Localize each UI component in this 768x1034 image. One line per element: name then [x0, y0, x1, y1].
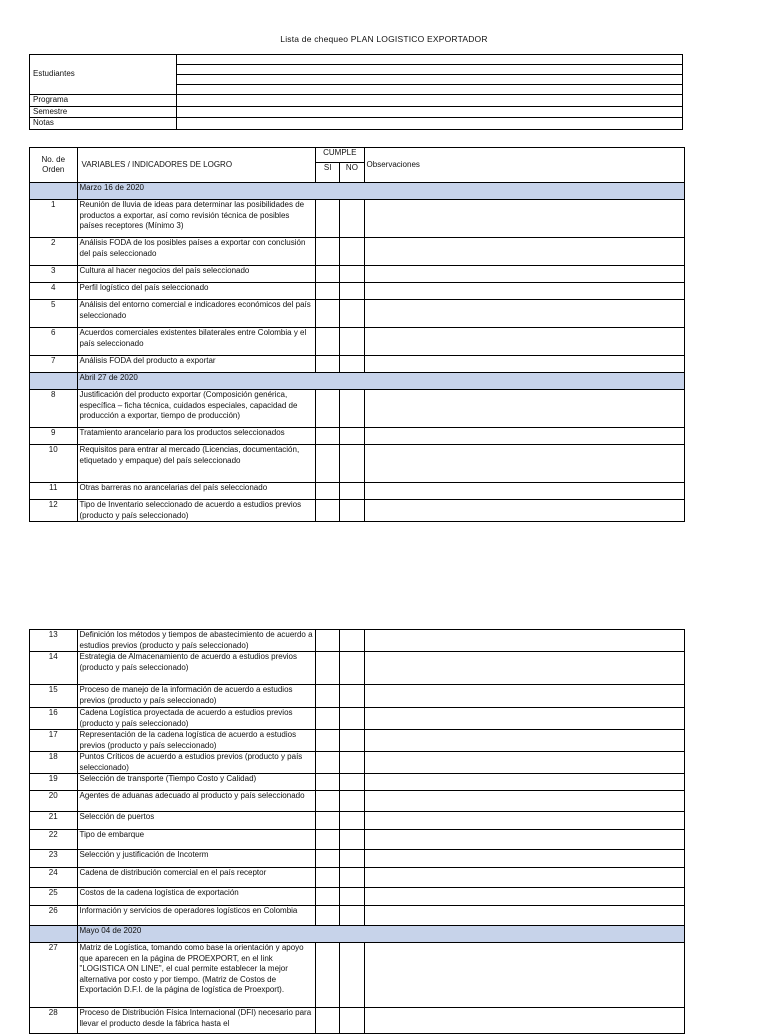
si-checkbox-cell[interactable]	[316, 812, 340, 830]
date-row-blank	[30, 926, 78, 943]
checklist-row	[30, 868, 685, 888]
no-checkbox-cell[interactable]	[340, 300, 364, 328]
page-title: Lista de chequeo PLAN LOGISTICO EXPORTADOR	[280, 34, 488, 44]
checklist-row	[30, 390, 685, 428]
observations-cell[interactable]	[364, 428, 684, 445]
no-checkbox-cell[interactable]	[340, 238, 364, 266]
checklist-row	[30, 752, 685, 774]
order-number: 20	[30, 791, 78, 812]
checklist-row	[30, 791, 685, 812]
checklist-table-1	[29, 147, 685, 522]
no-checkbox-cell[interactable]	[340, 774, 364, 791]
no-checkbox-cell[interactable]	[340, 868, 364, 888]
checklist-row	[30, 812, 685, 830]
indicator-text: Reunión de lluvia de ideas para determinar las posibilidades de productos a exportar, así como revisión técnica de posibles países receptores (Mínimo 3)	[77, 200, 316, 238]
checklist-row	[30, 906, 685, 926]
section-date: Abril 27 de 2020	[77, 373, 685, 390]
no-checkbox-cell[interactable]	[340, 283, 364, 300]
si-checkbox-cell[interactable]	[316, 1008, 340, 1034]
observations-cell[interactable]	[364, 483, 684, 500]
no-checkbox-cell[interactable]	[340, 630, 364, 652]
indicator-text: Cultura al hacer negocios del país seleccionado	[77, 266, 316, 283]
observations-cell[interactable]	[364, 774, 684, 791]
order-number: 27	[30, 943, 78, 1008]
indicator-text: Análisis FODA de los posibles países a exportar con conclusión del país seleccionado	[77, 238, 316, 266]
checklist-row	[30, 730, 685, 752]
indicator-text: Agentes de aduanas adecuado al producto y país seleccionado	[77, 791, 316, 812]
observations-cell[interactable]	[364, 708, 684, 730]
no-checkbox-cell[interactable]	[340, 1008, 364, 1034]
observations-cell[interactable]	[364, 888, 684, 906]
no-checkbox-cell[interactable]	[340, 500, 364, 522]
si-checkbox-cell[interactable]	[316, 888, 340, 906]
notas-field[interactable]	[177, 118, 683, 130]
notas-label: Notas	[30, 118, 177, 130]
si-checkbox-cell[interactable]	[316, 791, 340, 812]
section-date: Mayo 04 de 2020	[77, 926, 685, 943]
observations-cell[interactable]	[364, 266, 684, 283]
order-number: 25	[30, 888, 78, 906]
student-info-table	[29, 54, 683, 130]
indicator-text: Requisitos para entrar al mercado (Licencias, documentación, etiquetado y empaque) del país seleccionado	[77, 445, 316, 483]
si-checkbox-cell[interactable]	[316, 868, 340, 888]
checklist-row	[30, 283, 685, 300]
indicator-text: Puntos Críticos de acuerdo a estudios previos (producto y país seleccionado)	[77, 752, 316, 774]
indicator-text: Acuerdos comerciales existentes bilaterales entre Colombia y el país seleccionado	[77, 328, 316, 356]
si-checkbox-cell[interactable]	[316, 200, 340, 238]
section-date-row	[30, 373, 685, 390]
observations-cell[interactable]	[364, 730, 684, 752]
si-checkbox-cell[interactable]	[316, 830, 340, 850]
checklist-row	[30, 300, 685, 328]
indicator-text: Perfil logístico del país seleccionado	[77, 283, 316, 300]
observations-cell[interactable]	[364, 500, 684, 522]
si-checkbox-cell[interactable]	[316, 483, 340, 500]
observations-cell[interactable]	[364, 238, 684, 266]
checklist-row	[30, 652, 685, 685]
si-checkbox-cell[interactable]	[316, 943, 340, 1008]
student-field-3[interactable]	[177, 75, 683, 85]
checklist-row	[30, 200, 685, 238]
checklist-row	[30, 266, 685, 283]
indicator-text: Definición los métodos y tiempos de abastecimiento de acuerdo a estudios previos (producto y país seleccionado)	[77, 630, 316, 652]
order-number: 2	[30, 238, 78, 266]
order-number: 24	[30, 868, 78, 888]
no-checkbox-cell[interactable]	[340, 652, 364, 685]
observations-cell[interactable]	[364, 868, 684, 888]
order-number: 21	[30, 812, 78, 830]
observations-cell[interactable]	[364, 652, 684, 685]
order-number: 22	[30, 830, 78, 850]
observations-cell[interactable]	[364, 685, 684, 708]
observations-cell[interactable]	[364, 283, 684, 300]
si-checkbox-cell[interactable]	[316, 774, 340, 791]
si-checkbox-cell[interactable]	[316, 266, 340, 283]
si-checkbox-cell[interactable]	[316, 445, 340, 483]
order-number: 9	[30, 428, 78, 445]
si-checkbox-cell[interactable]	[316, 730, 340, 752]
no-checkbox-cell[interactable]	[340, 812, 364, 830]
no-header: NO	[340, 163, 364, 183]
no-checkbox-cell[interactable]	[340, 390, 364, 428]
si-checkbox-cell[interactable]	[316, 708, 340, 730]
no-checkbox-cell[interactable]	[340, 791, 364, 812]
indicator-text: Proceso de manejo de la información de acuerdo a estudios previos (producto y país seleccionado)	[77, 685, 316, 708]
si-checkbox-cell[interactable]	[316, 652, 340, 685]
no-checkbox-cell[interactable]	[340, 850, 364, 868]
observations-cell[interactable]	[364, 943, 684, 1008]
order-number: 14	[30, 652, 78, 685]
indicator-text: Tipo de embarque	[77, 830, 316, 850]
student-field-1[interactable]	[177, 55, 683, 65]
order-number: 7	[30, 356, 78, 373]
si-checkbox-cell[interactable]	[316, 752, 340, 774]
order-number: 3	[30, 266, 78, 283]
student-field-2[interactable]	[177, 65, 683, 75]
si-checkbox-cell[interactable]	[316, 850, 340, 868]
indicator-text: Tipo de Inventario seleccionado de acuerdo a estudios previos (producto y país seleccionado)	[77, 500, 316, 522]
indicator-text: Matriz de Logística, tomando como base la orientación y apoyo que aparecen en la página de PROEXPORT, en el link "LOGISTICA ON LINE", el cual permite establecer la mejor alternativa por costo y por tiempo. (Matriz de Costos de Exportación D.F.I. de la página de logística de Proexport).	[77, 943, 316, 1008]
no-orden-header: No. de Orden	[30, 148, 78, 183]
indicator-text: Análisis FODA del producto a exportar	[77, 356, 316, 373]
order-number: 16	[30, 708, 78, 730]
no-checkbox-cell[interactable]	[340, 906, 364, 926]
no-checkbox-cell[interactable]	[340, 943, 364, 1008]
checklist-row	[30, 356, 685, 373]
order-number: 13	[30, 630, 78, 652]
checklist-row	[30, 428, 685, 445]
order-number: 18	[30, 752, 78, 774]
si-checkbox-cell[interactable]	[316, 283, 340, 300]
order-number: 6	[30, 328, 78, 356]
checklist-row	[30, 943, 685, 1008]
observations-cell[interactable]	[364, 390, 684, 428]
order-number: 26	[30, 906, 78, 926]
si-checkbox-cell[interactable]	[316, 300, 340, 328]
indicator-text: Otras barreras no arancelarias del país seleccionado	[77, 483, 316, 500]
si-header: SI	[316, 163, 340, 183]
checklist-row	[30, 630, 685, 652]
si-checkbox-cell[interactable]	[316, 630, 340, 652]
semestre-label: Semestre	[30, 106, 177, 118]
estudiantes-label: Estudiantes	[30, 55, 177, 95]
observations-cell[interactable]	[364, 300, 684, 328]
indicator-text: Costos de la cadena logística de exportación	[77, 888, 316, 906]
observations-cell[interactable]	[364, 200, 684, 238]
indicator-text: Proceso de Distribución Física Internacional (DFI) necesario para llevar el producto desde la fábrica hasta el	[77, 1008, 316, 1034]
order-number: 19	[30, 774, 78, 791]
checklist-row	[30, 1008, 685, 1034]
indicator-text: Tratamiento arancelario para los productos seleccionados	[77, 428, 316, 445]
indicator-text: Cadena Logística proyectada de acuerdo a estudios previos (producto y país seleccionado)	[77, 708, 316, 730]
observations-cell[interactable]	[364, 356, 684, 373]
order-number: 28	[30, 1008, 78, 1034]
indicator-text: Estrategia de Almacenamiento de acuerdo a estudios previos (producto y país seleccionado)	[77, 652, 316, 685]
section-date-row	[30, 926, 685, 943]
order-number: 10	[30, 445, 78, 483]
observations-cell[interactable]	[364, 328, 684, 356]
checklist-row	[30, 445, 685, 483]
variables-header: VARIABLES / INDICADORES DE LOGRO	[77, 148, 316, 183]
observations-cell[interactable]	[364, 906, 684, 926]
order-number: 5	[30, 300, 78, 328]
si-checkbox-cell[interactable]	[316, 390, 340, 428]
si-checkbox-cell[interactable]	[316, 428, 340, 445]
observaciones-header: Observaciones	[364, 148, 684, 183]
order-number: 8	[30, 390, 78, 428]
checklist-row	[30, 483, 685, 500]
order-number: 4	[30, 283, 78, 300]
indicator-text: Selección de puertos	[77, 812, 316, 830]
order-number: 12	[30, 500, 78, 522]
observations-cell[interactable]	[364, 752, 684, 774]
order-number: 15	[30, 685, 78, 708]
order-number: 1	[30, 200, 78, 238]
order-number: 17	[30, 730, 78, 752]
checklist-row	[30, 774, 685, 791]
indicator-text: Cadena de distribución comercial en el país receptor	[77, 868, 316, 888]
checklist-row	[30, 708, 685, 730]
checklist-table-2	[29, 629, 685, 1034]
checklist-row	[30, 328, 685, 356]
si-checkbox-cell[interactable]	[316, 238, 340, 266]
date-row-blank	[30, 373, 78, 390]
si-checkbox-cell[interactable]	[316, 328, 340, 356]
no-checkbox-cell[interactable]	[340, 356, 364, 373]
no-checkbox-cell[interactable]	[340, 730, 364, 752]
indicator-text: Justificación del producto exportar (Composición genérica, específica – ficha técnica, cuidados especiales, capacidad de producción a exportar, tiempo de producción)	[77, 390, 316, 428]
observations-cell[interactable]	[364, 812, 684, 830]
observations-cell[interactable]	[364, 1008, 684, 1034]
observations-cell[interactable]	[364, 830, 684, 850]
no-checkbox-cell[interactable]	[340, 830, 364, 850]
indicator-text: Selección y justificación de Incoterm	[77, 850, 316, 868]
no-checkbox-cell[interactable]	[340, 428, 364, 445]
checklist-row	[30, 888, 685, 906]
indicator-text: Selección de transporte (Tiempo Costo y Calidad)	[77, 774, 316, 791]
no-checkbox-cell[interactable]	[340, 708, 364, 730]
no-checkbox-cell[interactable]	[340, 200, 364, 238]
programa-field[interactable]	[177, 95, 683, 107]
indicator-text: Representación de la cadena logística de acuerdo a estudios previos (producto y país seleccionado)	[77, 730, 316, 752]
observations-cell[interactable]	[364, 791, 684, 812]
si-checkbox-cell[interactable]	[316, 685, 340, 708]
order-number: 23	[30, 850, 78, 868]
section-date: Marzo 16 de 2020	[77, 183, 685, 200]
checklist-row	[30, 238, 685, 266]
observations-cell[interactable]	[364, 630, 684, 652]
no-checkbox-cell[interactable]	[340, 685, 364, 708]
semestre-field[interactable]	[177, 106, 683, 118]
no-checkbox-cell[interactable]	[340, 483, 364, 500]
indicator-text: Información y servicios de operadores logísticos en Colombia	[77, 906, 316, 926]
cumple-header: CUMPLE	[316, 148, 365, 163]
checklist-row	[30, 850, 685, 868]
order-number: 11	[30, 483, 78, 500]
indicator-text: Análisis del entorno comercial e indicadores económicos del país seleccionado	[77, 300, 316, 328]
observations-cell[interactable]	[364, 445, 684, 483]
si-checkbox-cell[interactable]	[316, 356, 340, 373]
checklist-row	[30, 830, 685, 850]
observations-cell[interactable]	[364, 850, 684, 868]
student-field-4[interactable]	[177, 85, 683, 95]
no-checkbox-cell[interactable]	[340, 445, 364, 483]
no-checkbox-cell[interactable]	[340, 328, 364, 356]
no-checkbox-cell[interactable]	[340, 752, 364, 774]
checklist-row	[30, 685, 685, 708]
si-checkbox-cell[interactable]	[316, 500, 340, 522]
date-row-blank	[30, 183, 78, 200]
no-checkbox-cell[interactable]	[340, 266, 364, 283]
section-date-row	[30, 183, 685, 200]
programa-label: Programa	[30, 95, 177, 107]
si-checkbox-cell[interactable]	[316, 906, 340, 926]
checklist-row	[30, 500, 685, 522]
no-checkbox-cell[interactable]	[340, 888, 364, 906]
